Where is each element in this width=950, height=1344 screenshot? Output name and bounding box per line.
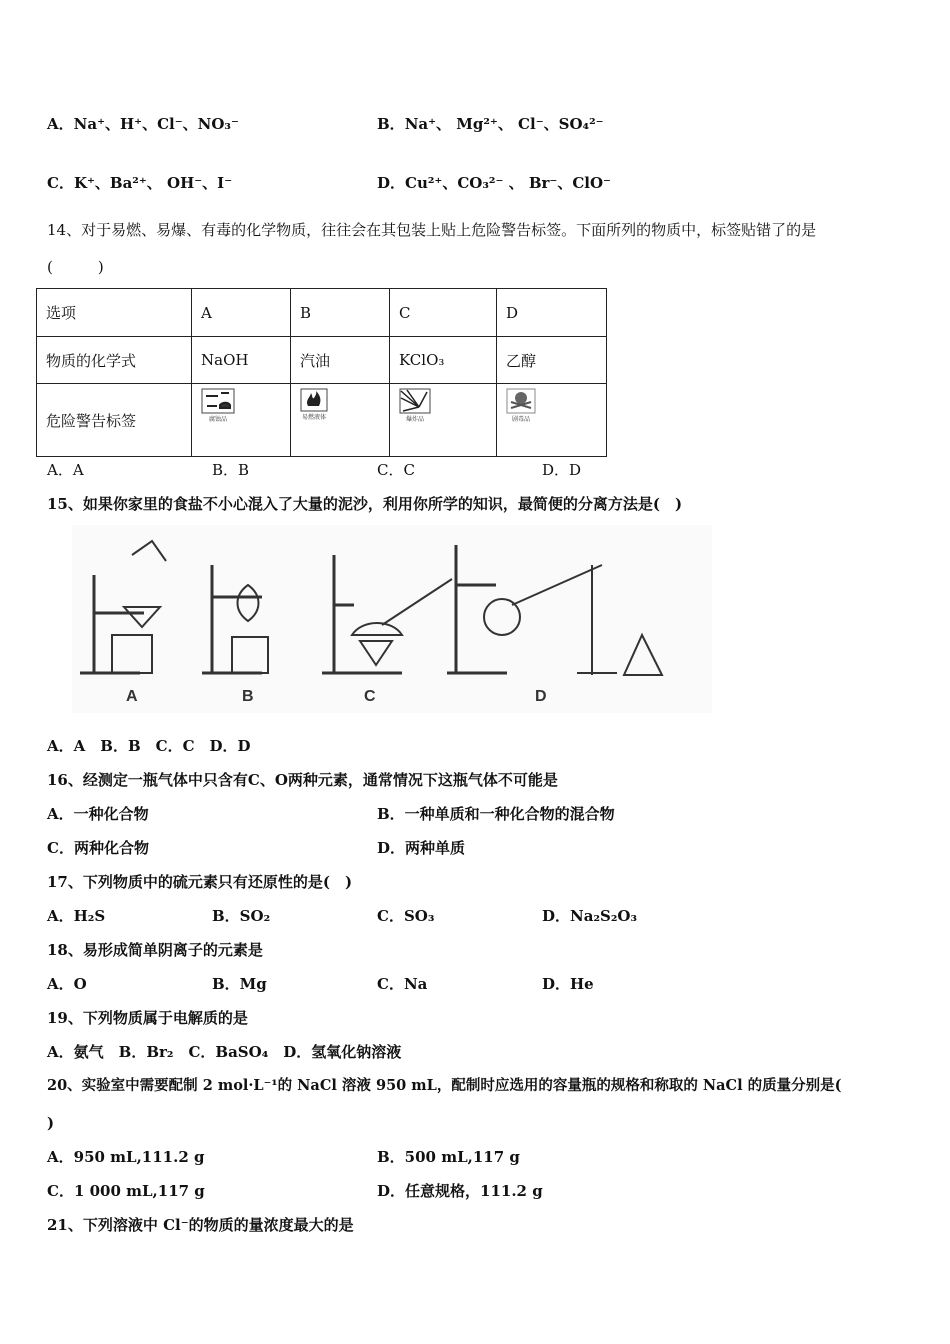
table-row	[37, 289, 607, 337]
table-cell: C	[390, 289, 497, 337]
q20-option-d: D．任意规格，111.2 g	[377, 1182, 543, 1200]
q18-option-b: B．Mg	[212, 975, 267, 993]
q15-stem: 15、如果你家里的食盐不小心混入了大量的泥沙，利用你所学的知识，最简便的分离方法是( )	[47, 495, 683, 513]
q19-stem: 19、下列物质属于电解质的是	[47, 1009, 248, 1027]
q20-stem-end: )	[47, 1114, 55, 1132]
table-cell: 乙醇	[497, 337, 607, 384]
q18-stem: 18、易形成简单阴离子的元素是	[47, 941, 263, 959]
q17-stem: 17、下列物质中的硫元素只有还原性的是( )	[47, 873, 353, 891]
table-cell: 危险警告标签	[37, 384, 192, 457]
q16-option-c: C．两种化合物	[47, 839, 149, 857]
table-row	[37, 337, 607, 384]
q20-option-a: A．950 mL,111.2 g	[47, 1148, 205, 1166]
q17-option-c: C．SO₃	[377, 907, 435, 925]
table-cell: 选项	[37, 289, 192, 337]
q19-options: A．氨气 B．Br₂ C．BaSO₄ D．氢氧化钠溶液	[47, 1043, 402, 1061]
q15-options: A．A B．B C．C D．D	[47, 737, 251, 755]
q21-stem: 21、下列溶液中 Cl⁻的物质的量浓度最大的是	[47, 1216, 354, 1234]
explosive-label: 爆炸品	[399, 388, 431, 423]
toxic-label: 剧毒品	[506, 388, 536, 423]
flame-icon	[300, 388, 328, 412]
table-cell: 汽油	[291, 337, 390, 384]
q13-option-a: A．Na⁺、H⁺、Cl⁻、NO₃⁻	[47, 115, 239, 133]
q13-option-d: D．Cu²⁺、CO₃²⁻ 、 Br⁻、ClO⁻	[377, 174, 611, 192]
q16-option-a: A．一种化合物	[47, 805, 149, 823]
q14-paren: ( )	[47, 258, 104, 276]
q13-option-c: C．K⁺、Ba²⁺、 OH⁻、I⁻	[47, 174, 233, 192]
table-row	[37, 384, 607, 457]
apparatus-drawing	[72, 525, 712, 713]
q18-option-a: A．O	[47, 975, 87, 993]
figure-label-b: B	[242, 688, 254, 705]
q14-option-d: D．D	[542, 461, 582, 479]
table-cell: A	[192, 289, 291, 337]
q14-option-b: B．B	[212, 461, 250, 479]
q17-option-d: D．Na₂S₂O₃	[542, 907, 638, 925]
figure-label-a: A	[126, 688, 138, 705]
q14-stem: 14、对于易燃、易爆、有毒的化学物质，往往会在其包装上贴上危险警告标签。下面所列的物质中，标签贴错了的是	[47, 221, 817, 239]
table-cell: 物质的化学式	[37, 337, 192, 384]
table-cell: D	[497, 289, 607, 337]
q18-option-d: D．He	[542, 975, 594, 993]
table-cell: KClO₃	[390, 337, 497, 384]
q14-option-c: C．C	[377, 461, 415, 479]
lab-apparatus-figure	[72, 525, 712, 713]
q20-option-c: C．1 000 mL,117 g	[47, 1182, 205, 1200]
skull-icon	[506, 388, 536, 414]
table-cell: B	[291, 289, 390, 337]
corrosive-icon	[201, 388, 235, 414]
q16-stem: 16、经测定一瓶气体中只含有C、O两种元素，通常情况下这瓶气体不可能是	[47, 771, 558, 789]
q20-stem: 20、实验室中需要配制 2 mol·L⁻¹的 NaCl 溶液 950 mL，配制时应选用的容量瓶的规格和称取的 NaCl 的质量分别是(	[47, 1077, 842, 1094]
q14-option-a: A．A	[47, 461, 84, 479]
explosion-icon	[399, 388, 431, 414]
q17-option-b: B．SO₂	[212, 907, 271, 925]
flammable-label: 易燃液体	[300, 388, 328, 421]
figure-label-c: C	[364, 688, 376, 705]
hazard-table	[36, 288, 607, 457]
q17-option-a: A．H₂S	[47, 907, 106, 925]
q16-option-d: D．两种单质	[377, 839, 466, 857]
q16-option-b: B．一种单质和一种化合物的混合物	[377, 805, 615, 823]
q20-option-b: B．500 mL,117 g	[377, 1148, 520, 1166]
corrosive-label: 腐蚀品	[201, 388, 235, 423]
q18-option-c: C．Na	[377, 975, 428, 993]
table-cell: NaOH	[192, 337, 291, 384]
figure-label-d: D	[535, 688, 547, 705]
q13-option-b: B．Na⁺、 Mg²⁺、 Cl⁻、SO₄²⁻	[377, 115, 604, 133]
